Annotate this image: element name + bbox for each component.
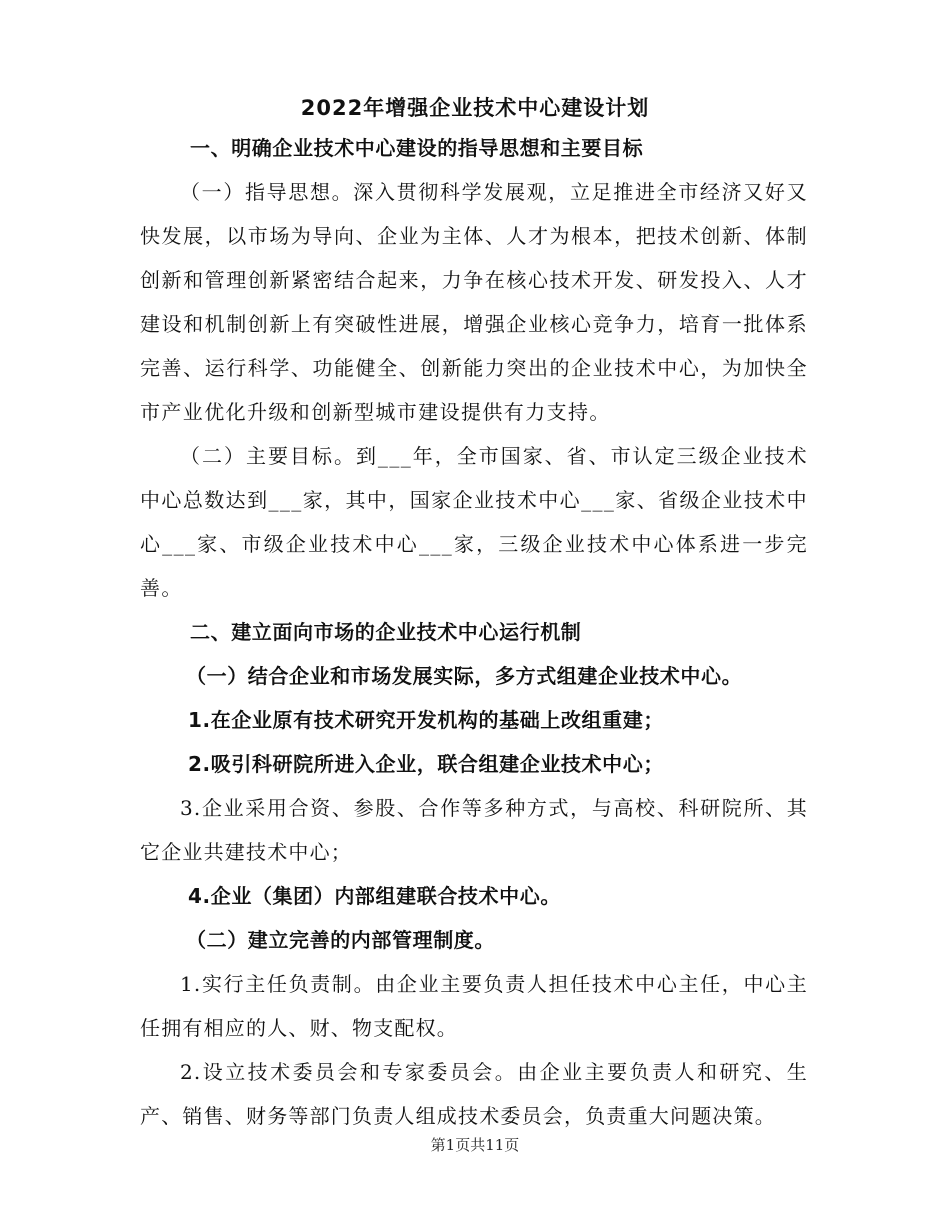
list-item-2: 2.吸引科研院所进入企业，联合组建企业技术中心； <box>188 752 664 776</box>
list-item-4: 4.企业（集团）内部组建联合技术中心。 <box>188 884 561 908</box>
subsection-2-heading: （二）建立完善的内部管理制度。 <box>186 928 495 952</box>
section-2-heading: 二、建立面向市场的企业技术中心运行机制 <box>190 620 582 644</box>
page-number: 第1页共11页 <box>430 1136 520 1154</box>
list-item-1: 1.在企业原有技术研究开发机构的基础上改组重建； <box>188 708 664 732</box>
paragraph-director-responsibility: 1.实行主任负责制。由企业主要负责人担任技术中心主任，中心主任拥有相应的人、财、物支配权。 <box>140 972 808 1040</box>
subsection-1-heading: （一）结合企业和市场发展实际，多方式组建企业技术中心。 <box>186 664 743 688</box>
paragraph-guiding-thought: （一）指导思想。深入贯彻科学发展观，立足推进全市经济又好又快发展，以市场为导向、企业为主体、人才为根本，把技术创新、体制创新和管理创新紧密结合起来，力争在核心技术开发、研发投入、人才建设和机制创新上有突破性进展，增强企业核心竞争力，培育一批体系完善、运行科学、功能健全、创新能力突出的企业技术中心，为加快全市产业优化升级和创新型城市建设提供有力支持。 <box>140 180 808 424</box>
document-title: 2022年增强企业技术中心建设计划 <box>300 96 650 120</box>
section-1-heading: 一、明确企业技术中心建设的指导思想和主要目标 <box>190 136 644 160</box>
list-item-3: 3.企业采用合资、参股、合作等多种方式，与高校、科研院所、其它企业共建技术中心； <box>140 796 808 864</box>
document-body <box>140 126 808 1138</box>
paragraph-main-goals: （二）主要目标。到___年，全市国家、省、市认定三级企业技术中心总数达到___家，其中，国家企业技术中心___家、省级企业技术中心___家、市级企业技术中心___家，三级企业技术中心体系进一步完善。 <box>140 444 808 600</box>
paragraph-technical-committee: 2.设立技术委员会和专家委员会。由企业主要负责人和研究、生产、销售、财务等部门负责人组成技术委员会，负责重大问题决策。 <box>140 1060 808 1128</box>
